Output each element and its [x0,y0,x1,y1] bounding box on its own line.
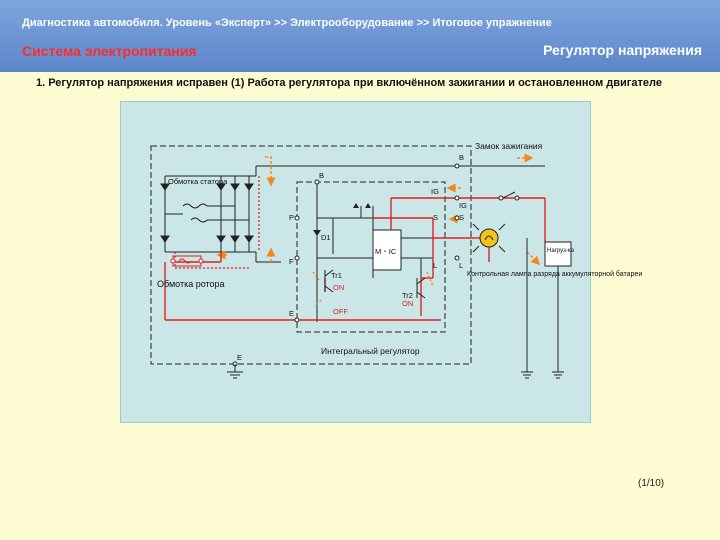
terminal-ig-inner: IG [431,187,439,196]
terminal-b-outer: B [459,153,465,162]
d1-diode [313,230,321,236]
ignition-switch [499,192,519,200]
circuit-diagram [120,101,643,423]
mic-label: M・IC [375,247,397,256]
stator-winding-label: Обмотка статора [168,177,228,186]
tr1-label: Tr1 [331,271,342,280]
breadcrumb: Диагностика автомобиля. Уровень «Эксперт» >> Электрооборудование >> Итоговое упражнение [22,17,552,29]
terminal-s-outer: S [459,213,465,222]
circuit-svg [121,102,643,422]
terminal-l-outer: L [459,261,464,270]
rotor-winding-label: Обмотка ротора [157,279,225,289]
question-text: 1. Регулятор напряжения исправен (1) Работа регулятора при включённом зажигании и остановленном двигателе [36,77,662,89]
tr2-transistor [417,272,433,298]
tr1-transistor [313,270,333,306]
rectifier-bridge [161,176,256,252]
terminal-ig-outer: IG [459,201,467,210]
terminal-l-inner: L [433,261,438,270]
ic-regulator-boundary [297,182,445,332]
warning-lamp-label: Контрольная лампа разряда аккумуляторной батареи [467,271,643,278]
page-counter: (1/10) [638,478,665,489]
terminal-b-inner: B [319,171,325,180]
tr2-on-label: ON [402,299,414,308]
live-circuit [165,198,545,320]
header-bar [0,0,720,72]
ignition-switch-label: Замок зажигания [475,141,543,151]
ic-regulator-label: Интегральный регулятор [321,346,420,356]
rotor-winding [171,256,203,266]
load-label: Нагруз-ка [547,248,574,254]
tr1-off-label: OFF [333,307,348,316]
load-box [545,242,571,266]
terminal-p: P [289,213,295,222]
tr1-on-label: ON [333,283,345,292]
terminal-f: F [289,257,294,266]
terminal-s-inner: S [433,213,439,222]
ground-symbols [227,364,564,378]
terminal-e-outer: E [237,353,243,362]
section-title: Система электропитания [22,43,197,59]
tr2-label: Tr2 [402,291,413,300]
d1-label: D1 [321,233,331,242]
topic-title: Регулятор напряжения [543,42,702,58]
terminal-e-inner: E [289,309,295,318]
